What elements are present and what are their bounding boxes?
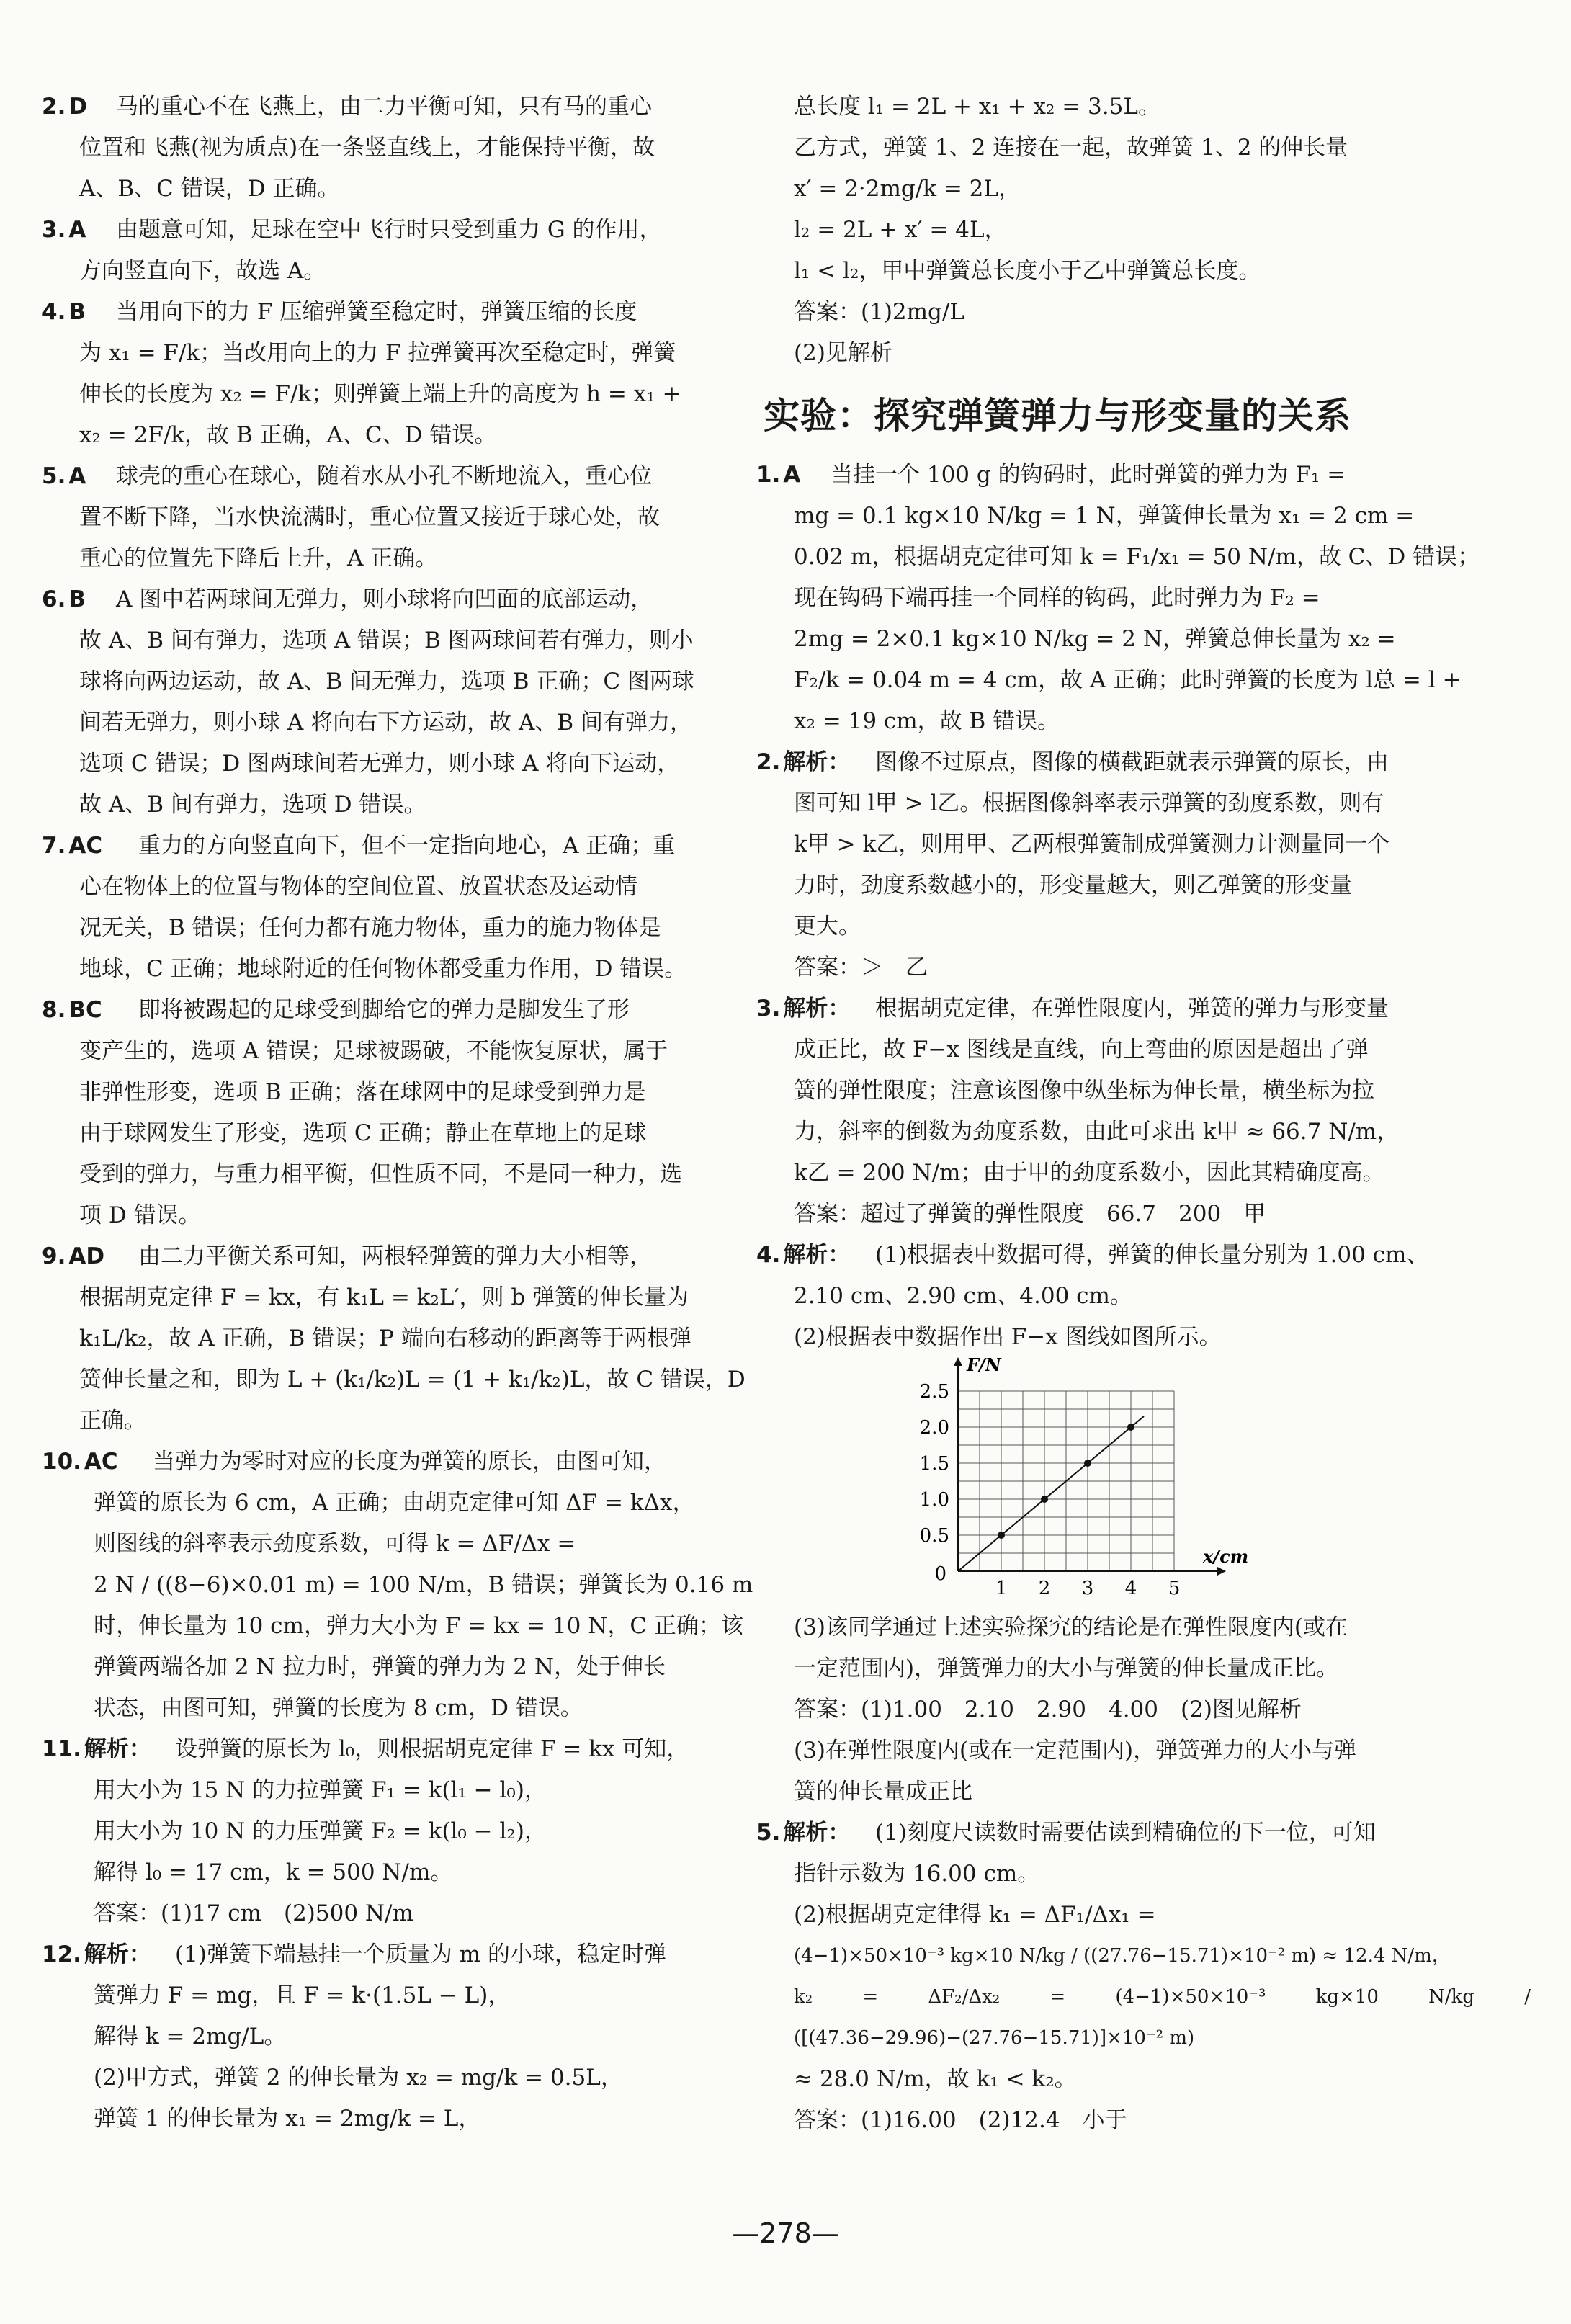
question-number xyxy=(42,1934,151,1975)
x-axis-arrow xyxy=(1217,1567,1226,1576)
question-body xyxy=(42,210,762,292)
text-line: 乙方式，弹簧 1、2 连接在一起，故弹簧 1、2 的伸长量 xyxy=(794,135,1348,161)
y-tick-label: 1.5 xyxy=(919,1453,949,1475)
question-number xyxy=(756,1235,850,1276)
text-line: 解得 l₀ = 17 cm，k = 500 N/m。 xyxy=(94,1859,453,1885)
question-body xyxy=(756,1813,1531,2141)
text-line: 簧的伸长量成正比 xyxy=(794,1779,972,1805)
question-index: 3. xyxy=(42,217,66,243)
text-line: 置不断下降，当水快流满时，重心位置又接近于球心处，故 xyxy=(79,504,660,530)
y-axis-label: F/N xyxy=(967,1354,1001,1375)
text-line: 当用向下的力 F 压缩弹簧至稳定时，弹簧压缩的长度 xyxy=(116,299,637,325)
answer-key: BC xyxy=(68,997,102,1023)
text-line: 当挂一个 100 g 的钩码时，此时弹簧的弹力为 F₁ = xyxy=(831,462,1346,488)
text-line: 一定范围内)，弹簧弹力的大小与弹簧的伸长量成正比。 xyxy=(794,1655,1339,1681)
question-item xyxy=(42,990,762,1236)
text-line: x₂ = 19 cm，故 B 错误。 xyxy=(794,708,1060,734)
text-line: 根据胡克定律 F = kx，有 k₁L = k₂L′，则 b 弹簧的伸长量为 xyxy=(79,1284,689,1310)
right-top-continuation xyxy=(756,86,1531,374)
question-number xyxy=(42,86,87,128)
question-index: 12. xyxy=(42,1941,81,1967)
question-index: 9. xyxy=(42,1243,66,1269)
question-index: 10. xyxy=(42,1449,81,1475)
question-body xyxy=(756,742,1531,988)
question-item xyxy=(42,86,762,210)
f-x-chart xyxy=(908,1354,1531,1607)
text-line: 由于球网发生了形变，选项 C 正确；静止在草地上的足球 xyxy=(79,1120,647,1146)
answer-key: 解析： xyxy=(783,749,851,775)
text-line: 故 A、B 间有弹力，选项 A 错误；B 图两球间若有弹力，则小 xyxy=(79,627,694,653)
text-line: 2.10 cm、2.90 cm、4.00 cm。 xyxy=(794,1283,1132,1309)
answer-key: B xyxy=(68,299,86,325)
text-line: k₁L/k₂，故 A 正确，B 错误；P 端向右移动的距离等于两根弹 xyxy=(79,1326,691,1351)
text-line: (3)该同学通过上述实验探究的结论是在弹性限度内(或在 xyxy=(794,1614,1348,1640)
x-tick-label: 2 xyxy=(1038,1578,1051,1599)
text-line: 球壳的重心在球心，随着水从小孔不断地流入，重心位 xyxy=(116,463,652,489)
text-line: x₂ = 2F/k，故 B 正确，A、C、D 错误。 xyxy=(79,422,497,448)
text-line: 用大小为 10 N 的力压弹簧 F₂ = k(l₀ − l₂)， xyxy=(94,1818,547,1844)
text-line: l₁ < l₂，甲中弹簧总长度小于乙中弹簧总长度。 xyxy=(794,258,1261,284)
question-item xyxy=(756,988,1531,1235)
question-index: 11. xyxy=(42,1736,81,1762)
text-line: 图可知 l甲 > l乙。根据图像斜率表示弹簧的劲度系数，则有 xyxy=(794,790,1384,816)
right-after-chart xyxy=(756,1607,1531,1813)
question-number xyxy=(756,1813,850,1854)
question-number xyxy=(42,456,86,497)
question-item xyxy=(42,1934,762,2140)
text-line: 心在物体上的位置与物体的空间位置、放置状态及运动情 xyxy=(79,874,637,900)
text-line: k乙 = 200 N/m；由于甲的劲度系数小，因此其精确度高。 xyxy=(794,1160,1385,1186)
text-line: 总长度 l₁ = 2L + x₁ + x₂ = 3.5L。 xyxy=(794,94,1160,120)
text-line: 重心的位置先下降后上升，A 正确。 xyxy=(79,545,438,571)
text-line: x′ = 2·2mg/k = 2L， xyxy=(794,176,1021,202)
question-item xyxy=(756,1813,1531,2141)
y-axis-arrow xyxy=(954,1357,962,1366)
question-index: 4. xyxy=(756,1242,781,1268)
text-line: 故 A、B 间有弹力，选项 D 错误。 xyxy=(79,792,426,818)
text-line: 间若无弹力，则小球 A 将向右下方运动，故 A、B 间有弹力， xyxy=(79,710,692,736)
text-line: 弹簧 1 的伸长量为 x₁ = 2mg/k = L， xyxy=(94,2106,481,2132)
text-line: (1)弹簧下端悬挂一个质量为 m 的小球，稳定时弹 xyxy=(175,1941,667,1967)
question-number xyxy=(42,210,86,251)
text-line: 弹簧的原长为 6 cm，A 正确；由胡克定律可知 ΔF = kΔx， xyxy=(94,1490,695,1516)
question-index: 2. xyxy=(756,749,781,775)
question-body xyxy=(42,456,762,579)
fit-line xyxy=(958,1416,1144,1571)
x-tick-label: 4 xyxy=(1124,1578,1137,1599)
answer-key: B xyxy=(68,586,86,612)
question-item xyxy=(756,455,1531,742)
right-items xyxy=(756,455,1531,1358)
text-line: 现在钩码下端再挂一个同样的钩码，此时弹力为 F₂ = xyxy=(794,585,1320,611)
text-line: 非弹性形变，选项 B 正确；落在球网中的足球受到弹力是 xyxy=(79,1079,646,1105)
text-line: 马的重心不在飞燕上，由二力平衡可知，只有马的重心 xyxy=(116,94,652,120)
text-line: 2mg = 2×0.1 kg×10 N/kg = 2 N，弹簧总伸长量为 x₂ = xyxy=(794,626,1396,652)
answer-key: 解析： xyxy=(84,1736,151,1762)
question-item xyxy=(42,826,762,990)
text-line: (4−1)×50×10⁻³ kg×10 N/kg / ((27.76−15.71)×10⁻² m) ≈ 12.4 N/m， xyxy=(794,1945,1451,1967)
answer-key: A xyxy=(783,462,801,488)
text-line: 即将被踢起的足球受到脚给它的弹力是脚发生了形 xyxy=(138,997,630,1023)
x-tick-label: 5 xyxy=(1168,1578,1181,1599)
text-line: 位置和飞燕(视为质点)在一条竖直线上，才能保持平衡，故 xyxy=(79,135,655,161)
text-line: 受到的弹力，与重力相平衡，但性质不同，不是同一种力，选 xyxy=(79,1161,682,1187)
text-line: 解得 k = 2mg/L。 xyxy=(94,2024,287,2050)
question-body xyxy=(42,579,762,826)
question-body xyxy=(42,1442,762,1729)
question-number xyxy=(42,292,86,333)
text-line: 簧弹力 F = mg，且 F = k·(1.5L − L)， xyxy=(94,1983,511,2008)
right-column xyxy=(756,86,1531,2141)
question-body xyxy=(42,990,762,1236)
data-point xyxy=(1041,1496,1048,1503)
question-number xyxy=(756,455,800,496)
y-tick-label: 2.0 xyxy=(919,1417,949,1439)
question-body xyxy=(42,826,762,990)
question-item xyxy=(42,579,762,826)
text-line: 球将向两边运动，故 A、B 间无弹力，选项 B 正确；C 图两球 xyxy=(79,669,694,694)
text-line: k甲 > k乙，则用甲、乙两根弹簧制成弹簧测力计测量同一个 xyxy=(794,831,1390,857)
answer-key: 解析： xyxy=(783,1820,851,1846)
question-index: 1. xyxy=(756,462,781,488)
text-line: (2)根据胡克定律得 k₁ = ΔF₁/Δx₁ = xyxy=(794,1902,1156,1928)
answer-key: AD xyxy=(68,1243,105,1269)
y-tick-label: 1.0 xyxy=(919,1489,949,1511)
text-line: 2 N / ((8−6)×0.01 m) = 100 N/m，B 错误；弹簧长为 0.16 m xyxy=(94,1572,753,1598)
text-line: 用大小为 15 N 的力拉弹簧 F₁ = k(l₁ − l₀)， xyxy=(94,1777,547,1803)
question-item xyxy=(42,1729,762,1934)
text-line: (2)甲方式，弹簧 2 的伸长量为 x₂ = mg/k = 0.5L， xyxy=(94,2065,623,2091)
text-line: 更大。 xyxy=(794,913,861,939)
question-item xyxy=(42,210,762,292)
text-line: 弹簧两端各加 2 N 拉力时，弹簧的弹力为 2 N，处于伸长 xyxy=(94,1654,666,1680)
text-line: 0.02 m，根据胡克定律可知 k = F₁/x₁ = 50 N/m，故 C、D 错误； xyxy=(794,544,1480,570)
question-number xyxy=(42,1442,118,1483)
text-line: 状态，由图可知，弹簧的长度为 8 cm，D 错误。 xyxy=(94,1695,583,1721)
text-line: A、B、C 错误，D 正确。 xyxy=(79,176,340,202)
text-line: 答案：超过了弹簧的弹性限度 66.7 200 甲 xyxy=(794,1201,1266,1227)
text-line: 力时，劲度系数越小的，形变量越大，则乙弹簧的形变量 xyxy=(794,872,1352,898)
question-body xyxy=(756,455,1531,742)
question-item xyxy=(756,742,1531,988)
x-tick-label: 3 xyxy=(1081,1578,1094,1599)
question-index: 5. xyxy=(42,463,66,489)
question-item xyxy=(42,1442,762,1729)
text-line: 答案：＞ 乙 xyxy=(794,955,928,980)
question-body xyxy=(42,292,762,456)
text-line: (2)见解析 xyxy=(794,340,892,366)
answer-key: 解析： xyxy=(783,1242,851,1268)
text-line: 况无关，B 错误；任何力都有施力物体，重力的施力物体是 xyxy=(79,915,661,941)
text-line: (1)根据表中数据可得，弹簧的伸长量分别为 1.00 cm、 xyxy=(875,1242,1429,1268)
question-index: 4. xyxy=(42,299,66,325)
answer-key: 解析： xyxy=(84,1941,151,1967)
text-line: 项 D 错误。 xyxy=(79,1202,201,1228)
question-item xyxy=(42,292,762,456)
text-line: A 图中若两球间无弹力，则小球将向凹面的底部运动， xyxy=(116,586,653,612)
text-line: 答案：(1)2mg/L xyxy=(794,299,964,325)
text-line: 正确。 xyxy=(79,1408,146,1434)
text-line: 图像不过原点，图像的横截距就表示弹簧的原长，由 xyxy=(875,749,1389,775)
answer-key: A xyxy=(68,217,86,243)
text-line: (2)根据表中数据作出 F−x 图线如图所示。 xyxy=(794,1324,1222,1350)
question-index: 7. xyxy=(42,833,66,859)
text-line: 力，斜率的倒数为劲度系数，由此可求出 k甲 ≈ 66.7 N/m， xyxy=(794,1119,1400,1145)
question-index: 8. xyxy=(42,997,66,1023)
question-number xyxy=(42,579,86,620)
y-tick-label: 0.5 xyxy=(919,1525,949,1547)
text-line: 簧的弹性限度；注意该图像中纵坐标为伸长量，横坐标为拉 xyxy=(794,1078,1374,1104)
text-line: 根据胡克定律，在弹性限度内，弹簧的弹力与形变量 xyxy=(875,996,1389,1022)
answer-key: AC xyxy=(84,1449,118,1475)
question-body xyxy=(42,1236,762,1442)
page-number: —278— xyxy=(732,2217,839,2249)
y-tick-label: 2.5 xyxy=(919,1381,949,1403)
question-number xyxy=(42,990,102,1031)
data-point xyxy=(1084,1460,1091,1467)
text-line: 重力的方向竖直向下，但不一定指向地心，A 正确；重 xyxy=(138,833,676,859)
answer-key: 解析： xyxy=(783,996,851,1022)
text-line: 当弹力为零时对应的长度为弹簧的原长，由图可知， xyxy=(153,1449,666,1475)
left-column xyxy=(42,86,762,2140)
data-point xyxy=(1127,1424,1134,1431)
question-body xyxy=(756,1235,1531,1358)
text-line: k₂ = ΔF₂/Δx₂ = (4−1)×50×10⁻³ kg×10 N/kg / ([(47.36−29.96)−(27.76−15.71)]×10⁻² m) xyxy=(794,1986,1531,2049)
text-line: F₂/k = 0.04 m = 4 cm，故 A 正确；此时弹簧的长度为 l总 = l + xyxy=(794,667,1462,693)
text-line: 答案：(1)17 cm (2)500 N/m xyxy=(94,1900,413,1926)
question-body xyxy=(42,86,762,210)
text-line: 选项 C 错误；D 图两球间若无弹力，则小球 A 将向下运动， xyxy=(79,751,680,777)
f-x-chart-svg xyxy=(908,1354,1249,1607)
origin-label: 0 xyxy=(934,1563,946,1585)
data-point xyxy=(998,1532,1005,1539)
x-axis-label: x/cm xyxy=(1203,1546,1249,1567)
answer-key: A xyxy=(68,463,86,489)
text-line: ≈ 28.0 N/m，故 k₁ < k₂。 xyxy=(794,2066,1077,2092)
question-index: 3. xyxy=(756,996,781,1022)
question-number xyxy=(42,1236,104,1277)
text-line: 答案：(1)16.00 (2)12.4 小于 xyxy=(794,2107,1127,2133)
text-line: 成正比，故 F−x 图线是直线，向上弯曲的原因是超出了弹 xyxy=(794,1037,1369,1063)
text-line: l₂ = 2L + x′ = 4L， xyxy=(794,217,1007,243)
right-q5 xyxy=(756,1813,1531,2141)
text-line: 地球，C 正确；地球附近的任何物体都受重力作用，D 错误。 xyxy=(79,956,687,982)
text-line: mg = 0.1 kg×10 N/kg = 1 N，弹簧伸长量为 x₁ = 2 cm = xyxy=(794,503,1415,529)
question-index: 6. xyxy=(42,586,66,612)
x-tick-label: 1 xyxy=(995,1578,1008,1599)
text-line: 方向竖直向下，故选 A。 xyxy=(79,258,326,284)
text-line: 则图线的斜率表示劲度系数，可得 k = ΔF/Δx = xyxy=(94,1531,576,1557)
text-line: 设弹簧的原长为 l₀，则根据胡克定律 F = kx 可知， xyxy=(175,1736,689,1762)
text-line: (3)在弹性限度内(或在一定范围内)，弹簧弹力的大小与弹 xyxy=(794,1738,1357,1764)
text-line: 指针示数为 16.00 cm。 xyxy=(794,1861,1040,1887)
answer-key: AC xyxy=(68,833,103,859)
question-body xyxy=(756,988,1531,1235)
answer-key: D xyxy=(68,94,88,120)
question-index: 2. xyxy=(42,94,66,120)
text-line: 由题意可知，足球在空中飞行时只受到重力 G 的作用， xyxy=(116,217,662,243)
text-line: 答案：(1)1.00 2.10 2.90 4.00 (2)图见解析 xyxy=(794,1697,1302,1722)
question-item xyxy=(42,1236,762,1442)
text-line: (1)刻度尺读数时需要估读到精确位的下一位，可知 xyxy=(875,1820,1376,1846)
question-number xyxy=(756,742,850,783)
question-number xyxy=(42,826,102,867)
text-line: 变产生的，选项 A 错误；足球被踢破，不能恢复原状，属于 xyxy=(79,1038,668,1064)
question-number xyxy=(756,988,850,1029)
text-line: 伸长的长度为 x₂ = F/k；则弹簧上端上升的高度为 h = x₁ + xyxy=(79,381,681,407)
text-line: 簧伸长量之和，即为 L + (k₁/k₂)L = (1 + k₁/k₂)L，故 C 错误，D xyxy=(79,1367,746,1393)
text-line: 为 x₁ = F/k；当改用向上的力 F 拉弹簧再次至稳定时，弹簧 xyxy=(79,340,676,366)
question-index: 5. xyxy=(756,1820,781,1846)
text-line: 由二力平衡关系可知，两根轻弹簧的弹力大小相等， xyxy=(138,1243,652,1269)
text-line: 时，伸长量为 10 cm，弹力大小为 F = kx = 10 N，C 正确；该 xyxy=(94,1613,743,1639)
question-item xyxy=(42,456,762,579)
question-number xyxy=(42,1729,151,1770)
section-title: 实验：探究弹簧弹力与形变量的关系 xyxy=(764,395,1351,437)
question-item xyxy=(756,1235,1531,1358)
